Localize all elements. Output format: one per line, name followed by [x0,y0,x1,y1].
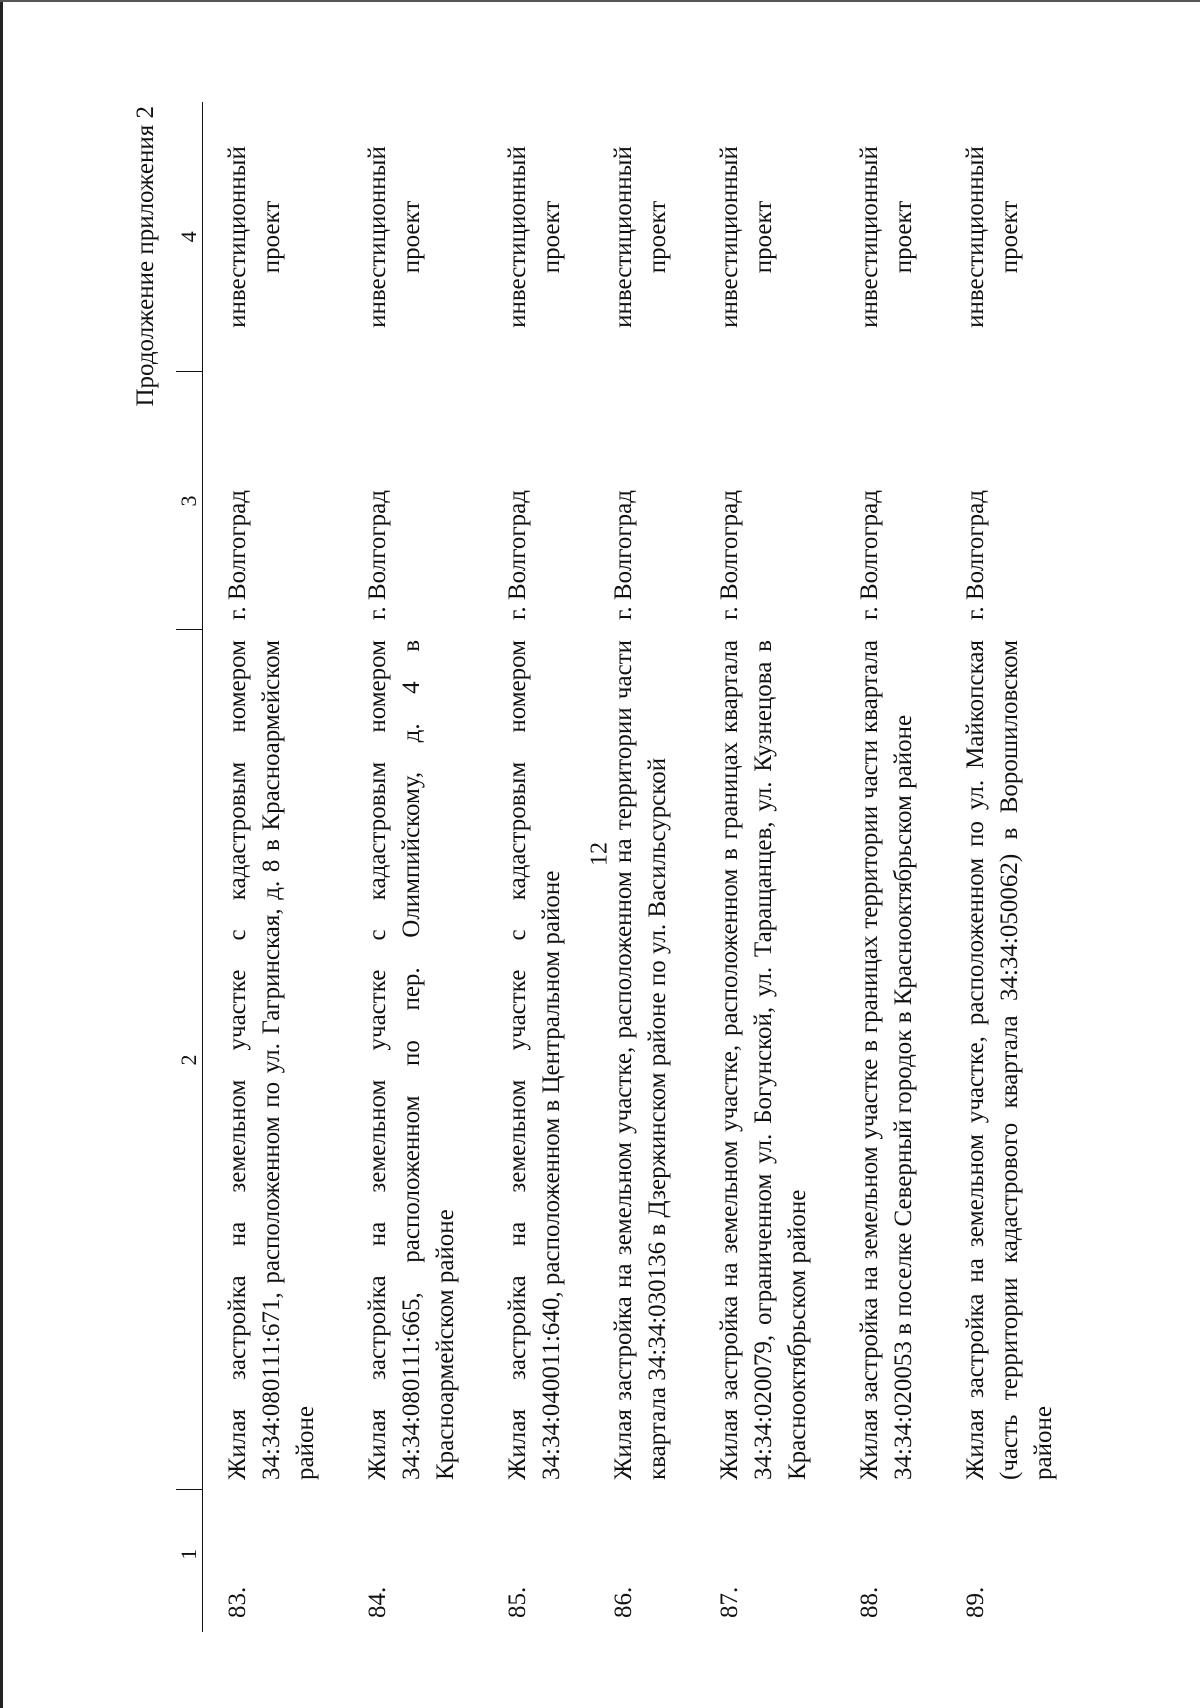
table-row [835,102,941,1632]
row-number: 84. [364,1586,391,1618]
table-row [695,102,835,1632]
row-location: г. Волгоград [224,490,251,620]
header-row [176,102,203,1632]
row-number: 87. [716,1586,743,1618]
row-type: инвестиционный проект [856,146,917,328]
row-location: г. Волгоград [364,490,391,620]
row-description: Жилая застройка на земельном участке, расположенном на территории части квартала 34:34:030136 в Дзержинском районе по ул. Васильсурской [610,640,671,1480]
row-number: 83. [224,1586,251,1618]
page-top-edge [0,0,1200,2]
row-number: 89. [962,1586,989,1618]
row-location: г. Волгоград [504,490,531,620]
row-number: 86. [610,1586,637,1618]
row-description: Жилая застройка на земельном участке с кадастровым номером 34:34:040011:640, расположенном в Центральном районе [504,640,565,1480]
continuation-heading: Продолжение приложения 2 [132,106,159,407]
row-description: Жилая застройка на земельном участке, расположенном в границах квартала 34:34:020079, ограниченном ул. Богунской, ул. Таращанцев, ул. Кузнецова в Краснооктябрьском районе [716,640,811,1480]
table-row [343,102,483,1632]
table-row [483,102,589,1632]
row-location: г. Волгоград [610,490,637,620]
appendix-table [176,102,1081,1632]
column-header-1: 1 [176,1490,203,1632]
column-header-3: 3 [176,372,203,630]
row-description: Жилая застройка на земельном участке с кадастровым номером 34:34:080111:671, расположенном по ул. Гагринская, д. 8 в Красноармейском районе [224,640,319,1480]
row-type: инвестиционный проект [610,146,671,328]
row-description: Жилая застройка на земельном участке в границах территории части квартала 34:34:020053 в поселке Северный городок в Краснооктябрьском районе [856,640,917,1480]
row-type: инвестиционный проект [962,146,1023,328]
row-type: инвестиционный проект [224,146,285,328]
page-edge-shadow [0,0,3,1708]
row-type: инвестиционный проект [504,146,565,328]
row-location: г. Волгоград [856,490,883,620]
row-type: инвестиционный проект [364,146,425,328]
row-location: г. Волгоград [962,490,989,620]
column-header-4: 4 [176,102,203,372]
row-description: Жилая застройка на земельном участке с кадастровым номером 34:34:080111:665, расположенном по пер. Олимпийскому, д. 4 в Красноармейском районе [364,640,459,1480]
page-number-text: 12 [586,842,613,866]
row-type: инвестиционный проект [716,146,777,328]
rotated-page-content [132,102,1132,1632]
table-row [941,102,1081,1632]
row-location: г. Волгоград [716,490,743,620]
column-header-2: 2 [176,630,203,1490]
row-description: Жилая застройка на земельном участке, расположенном по ул. Майкопская (часть территории кадастрового квартала 34:34:050062) в Ворошиловском районе [962,640,1057,1480]
row-number: 88. [856,1586,883,1618]
row-number: 85. [504,1586,531,1618]
table-row [203,102,344,1632]
page-content [132,102,1132,1632]
table-row [589,102,695,1632]
